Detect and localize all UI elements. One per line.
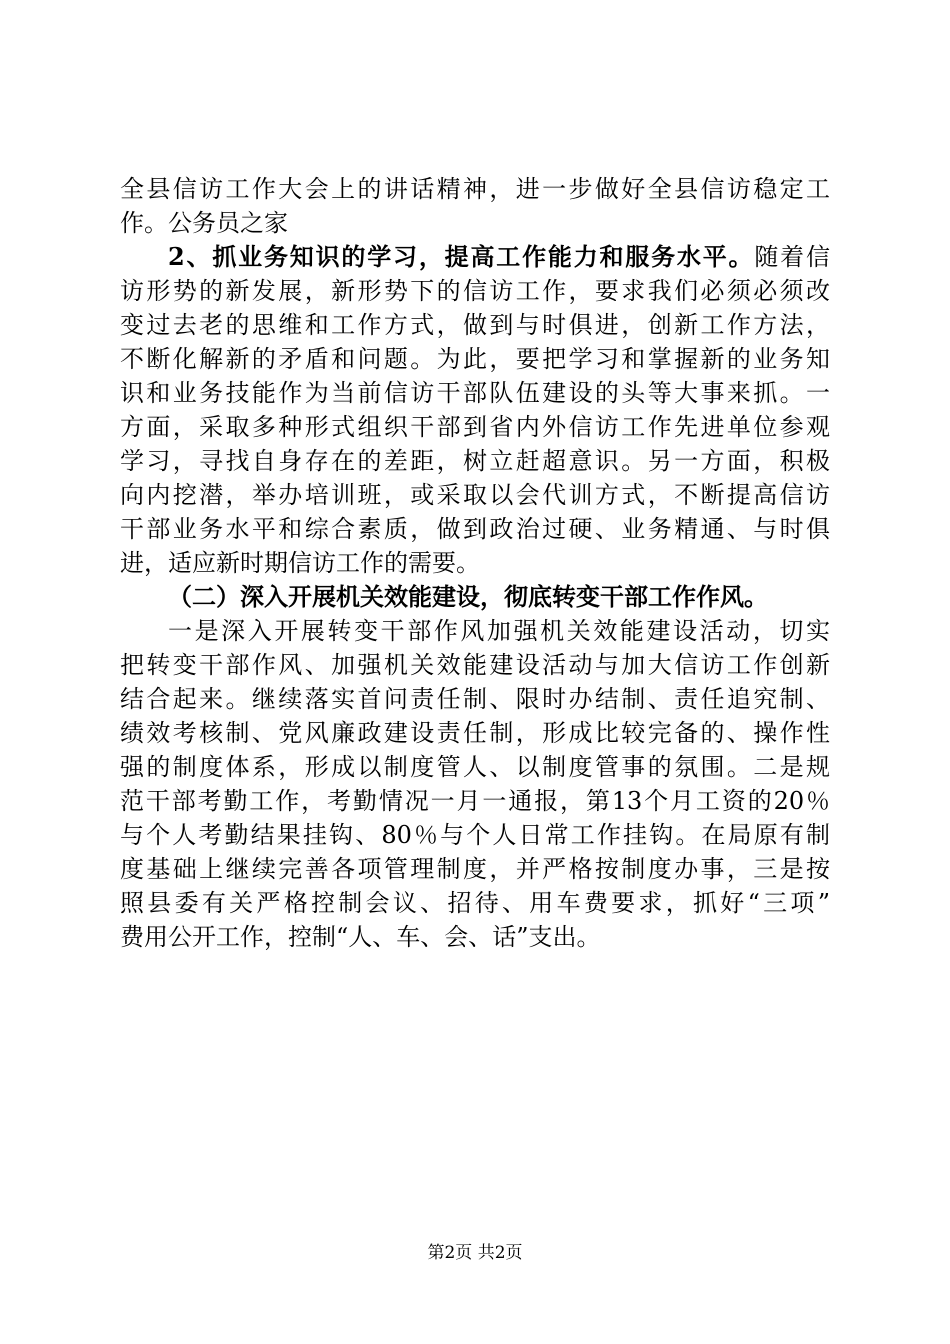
text-segment: 把转变干部作风、加强机关效能建设活动与加大信访工作创新 — [120, 651, 830, 679]
text-line — [120, 920, 830, 954]
text-line — [120, 376, 830, 410]
text-line — [120, 818, 830, 852]
text-segment: 干部业务水平和综合素质，做到政治过硬、业务精通、与时俱 — [120, 515, 830, 543]
text-segment: 与个人考勤结果挂钩、80％与个人日常工作挂钩。在局原有制 — [120, 821, 830, 849]
text-segment: 照县委有关严格控制会议、招待、用车费要求，抓好“三项” — [120, 889, 830, 917]
text-segment: 访形势的新发展，新形势下的信访工作，要求我们必须必须改 — [120, 277, 830, 305]
text-line — [120, 512, 830, 546]
text-segment: 全县信访工作大会上的讲话精神，进一步做好全县信访稳定工 — [120, 175, 830, 203]
text-segment: 一是深入开展转变干部作风加强机关效能建设活动，切实 — [168, 617, 830, 645]
text-line — [120, 852, 830, 886]
text-line — [120, 478, 830, 512]
text-segment: 作。公务员之家 — [120, 209, 288, 237]
text-segment: 绩效考核制、党风廉政建设责任制，形成比较完备的、操作性 — [120, 719, 830, 747]
text-line — [120, 172, 830, 206]
text-segment: 不断化解新的矛盾和问题。为此，要把学习和掌握新的业务知 — [120, 345, 830, 373]
text-segment: 识和业务技能作为当前信访干部队伍建设的头等大事来抓。一 — [120, 379, 830, 407]
text-line — [120, 648, 830, 682]
text-segment: 度基础上继续完善各项管理制度，并严格按制度办事，三是按 — [120, 855, 830, 883]
text-line — [120, 614, 830, 648]
text-line — [120, 546, 830, 580]
text-segment: 进，适应新时期信访工作的需要。 — [120, 549, 480, 577]
text-line — [120, 750, 830, 784]
text-segment: 学习，寻找自身存在的差距，树立赶超意识。另一方面，积极 — [120, 447, 830, 475]
text-segment: 费用公开工作，控制“人、车、会、话”支出。 — [120, 923, 601, 951]
text-line — [120, 682, 830, 716]
text-segment: 随着信 — [754, 243, 830, 271]
text-segment: 范干部考勤工作，考勤情况一月一通报，第13个月工资的20％ — [120, 787, 830, 815]
page-footer: 第2页 共2页 — [427, 1243, 523, 1263]
text-line — [120, 784, 830, 818]
text-segment: 结合起来。继续落实首问责任制、限时办结制、责任追究制、 — [120, 685, 830, 713]
text-line — [120, 342, 830, 376]
bold-text-segment: 2、抓业务知识的学习，提高工作能力和服务水平。 — [168, 242, 755, 271]
text-segment: 方面，采取多种形式组织干部到省内外信访工作先进单位参观 — [120, 413, 830, 441]
text-line — [120, 444, 830, 478]
document-body — [120, 172, 830, 954]
text-line — [120, 274, 830, 308]
text-line — [120, 240, 830, 274]
bold-text-segment: （二）深入开展机关效能建设，彻底转变干部工作作风。 — [168, 582, 768, 611]
text-line — [120, 886, 830, 920]
text-line — [120, 716, 830, 750]
text-segment: 向内挖潜，举办培训班，或采取以会代训方式，不断提高信访 — [120, 481, 830, 509]
text-segment: 强的制度体系，形成以制度管人、以制度管事的氛围。二是规 — [120, 753, 830, 781]
text-line — [120, 308, 830, 342]
text-segment: 变过去老的思维和工作方式，做到与时俱进，创新工作方法， — [120, 311, 830, 339]
text-line — [120, 206, 830, 240]
text-line — [120, 410, 830, 444]
text-line — [120, 580, 830, 614]
